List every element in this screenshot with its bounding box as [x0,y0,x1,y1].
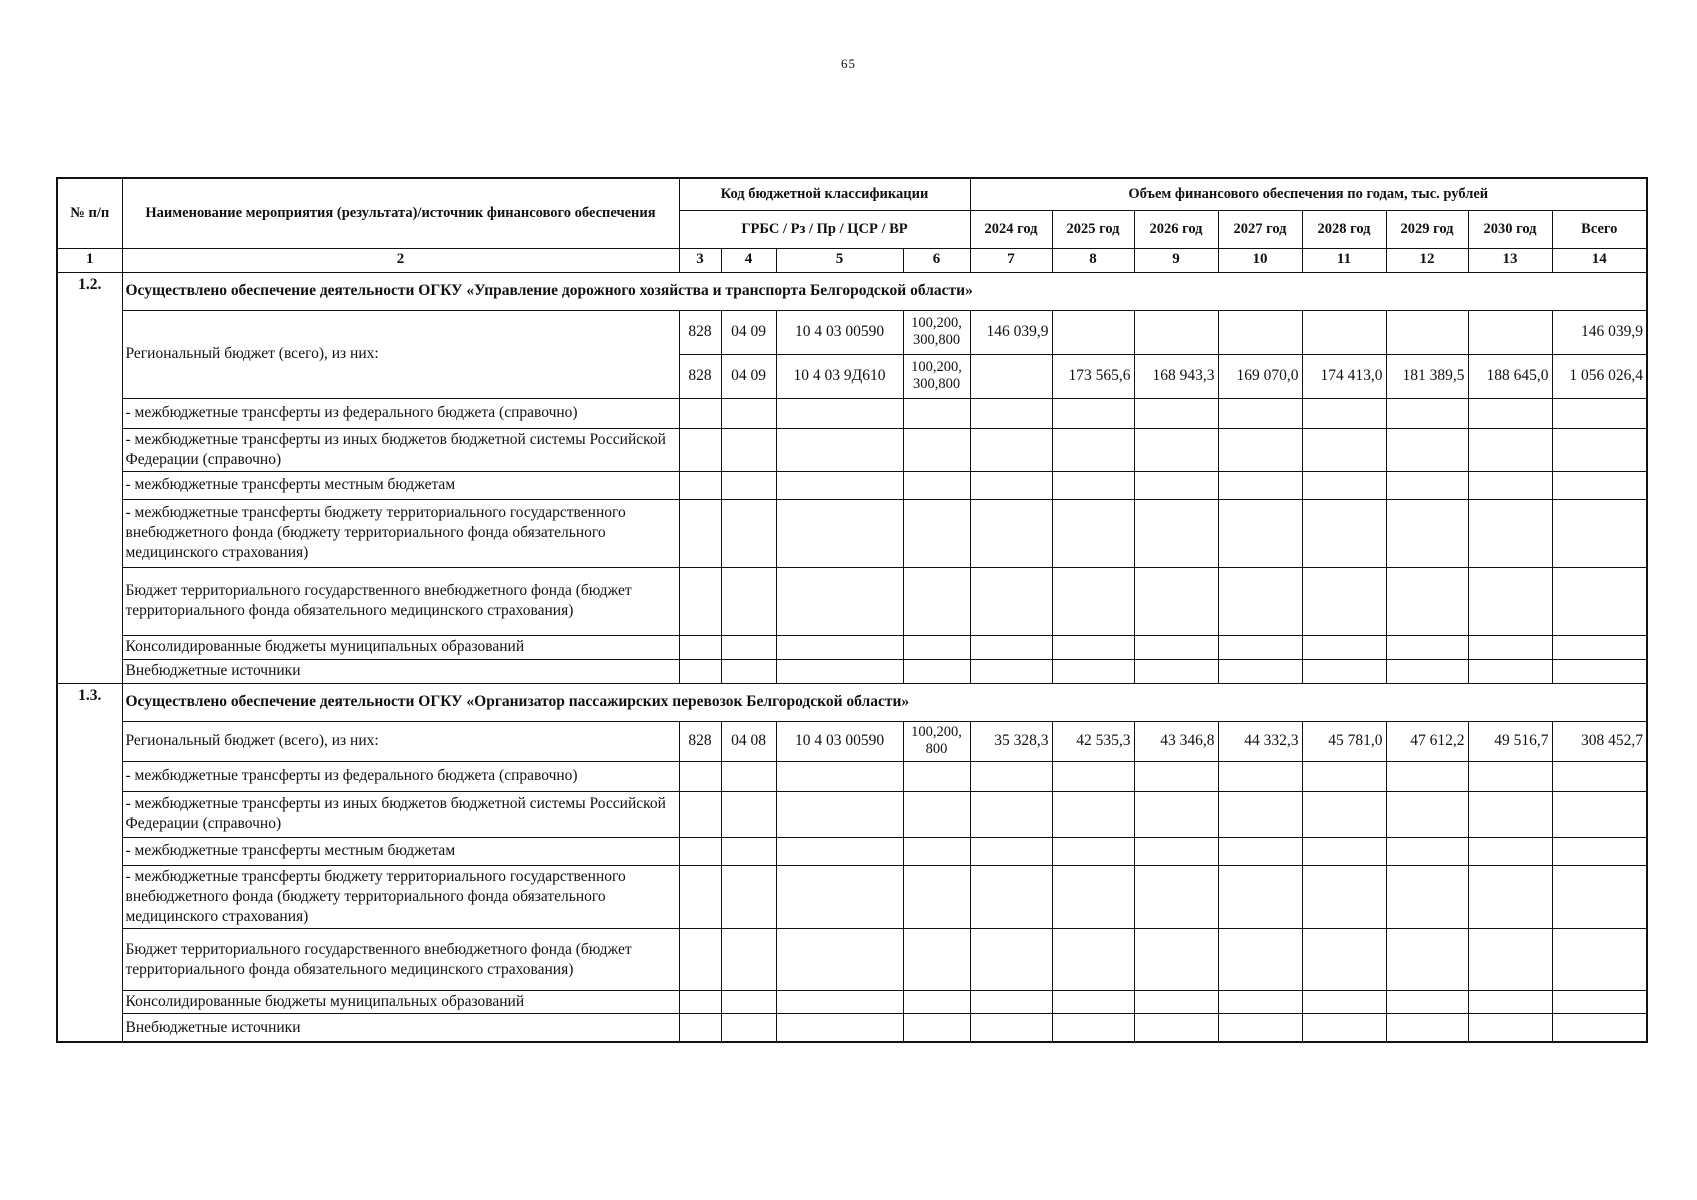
empty-cell [1052,567,1134,635]
value-cell [1468,310,1552,354]
empty-cell [1134,635,1218,659]
empty-cell [1302,499,1386,567]
empty-cell [721,567,776,635]
vr-cell: 100,200, 300,800 [903,354,970,398]
rzpr-cell: 04 08 [721,721,776,761]
table-row [57,310,1647,354]
empty-cell [970,1014,1052,1042]
empty-cell [1134,991,1218,1014]
column-number: 4 [721,248,776,272]
table-body [57,272,1647,1042]
source-label: - межбюджетные трансферты из федерального бюджета (справочно) [122,761,679,791]
value-cell [1134,310,1218,354]
empty-cell [679,398,721,428]
empty-cell [1134,761,1218,791]
empty-cell [679,659,721,683]
empty-cell [1302,761,1386,791]
empty-cell [1386,865,1468,928]
value-cell: 168 943,3 [1134,354,1218,398]
empty-cell [1134,791,1218,837]
value-cell: 49 516,7 [1468,721,1552,761]
empty-cell [1218,398,1302,428]
total-header: Всего [1552,210,1647,248]
empty-cell [1218,635,1302,659]
table-row [57,659,1647,683]
year-header: 2030 год [1468,210,1552,248]
value-cell: 181 389,5 [1386,354,1468,398]
section-title-row [57,683,1647,721]
column-number: 5 [776,248,903,272]
empty-cell [1386,791,1468,837]
empty-cell [1302,791,1386,837]
value-cell: 173 565,6 [1052,354,1134,398]
empty-cell [1218,428,1302,471]
empty-cell [1218,567,1302,635]
empty-cell [1302,929,1386,991]
csr-cell: 10 4 03 00590 [776,721,903,761]
empty-cell [1468,567,1552,635]
section-title: Осуществлено обеспечение деятельности ОГКУ «Управление дорожного хозяйства и транспорта Белгородской области» [122,272,1647,310]
value-cell: 42 535,3 [1052,721,1134,761]
empty-cell [721,761,776,791]
empty-cell [1218,837,1302,865]
value-cell: 188 645,0 [1468,354,1552,398]
empty-cell [679,791,721,837]
empty-cell [721,659,776,683]
empty-cell [776,991,903,1014]
value-cell [970,354,1052,398]
empty-cell [970,428,1052,471]
empty-cell [1218,659,1302,683]
source-label: - межбюджетные трансферты из иных бюджетов бюджетной системы Российской Федерации (справочно) [122,791,679,837]
empty-cell [1134,1014,1218,1042]
empty-cell [970,991,1052,1014]
rzpr-cell: 04 09 [721,310,776,354]
empty-cell [970,635,1052,659]
empty-cell [1468,635,1552,659]
empty-cell [1302,1014,1386,1042]
empty-cell [679,837,721,865]
empty-cell [1552,499,1647,567]
vr-cell: 100,200, 300,800 [903,310,970,354]
empty-cell [721,1014,776,1042]
source-label: Консолидированные бюджеты муниципальных образований [122,635,679,659]
empty-cell [1468,659,1552,683]
table-row [57,471,1647,499]
column-number: 11 [1302,248,1386,272]
column-number: 6 [903,248,970,272]
empty-cell [970,865,1052,928]
value-cell: 174 413,0 [1302,354,1386,398]
empty-cell [970,761,1052,791]
empty-cell [1302,567,1386,635]
empty-cell [970,567,1052,635]
source-label: - межбюджетные трансферты местным бюджетам [122,837,679,865]
year-header: 2025 год [1052,210,1134,248]
empty-cell [970,499,1052,567]
total-cell: 308 452,7 [1552,721,1647,761]
value-cell: 43 346,8 [1134,721,1218,761]
empty-cell [903,471,970,499]
col-name-header: Наименование мероприятия (результата)/источник финансового обеспечения [122,178,679,248]
column-number: 3 [679,248,721,272]
empty-cell [1386,929,1468,991]
regional-budget-label: Региональный бюджет (всего), из них: [122,721,679,761]
value-cell: 146 039,9 [970,310,1052,354]
empty-cell [1218,791,1302,837]
empty-cell [1302,398,1386,428]
empty-cell [903,635,970,659]
source-label: Бюджет территориального государственного внебюджетного фонда (бюджет территориального фонда обязательного медицинского страхования) [122,567,679,635]
empty-cell [970,471,1052,499]
empty-cell [721,499,776,567]
empty-cell [1302,471,1386,499]
empty-cell [679,865,721,928]
table-row [57,1014,1647,1042]
grbs-cell: 828 [679,310,721,354]
empty-cell [1052,635,1134,659]
empty-cell [1134,865,1218,928]
empty-cell [776,865,903,928]
table-row [57,499,1647,567]
table-row [57,761,1647,791]
csr-cell: 10 4 03 00590 [776,310,903,354]
empty-cell [1218,1014,1302,1042]
empty-cell [1052,837,1134,865]
empty-cell [1052,659,1134,683]
empty-cell [721,471,776,499]
empty-cell [776,635,903,659]
empty-cell [970,929,1052,991]
empty-cell [970,398,1052,428]
empty-cell [1052,929,1134,991]
source-label: Консолидированные бюджеты муниципальных образований [122,991,679,1014]
section-title-row [57,272,1647,310]
column-number: 9 [1134,248,1218,272]
empty-cell [1552,635,1647,659]
empty-cell [1302,865,1386,928]
empty-cell [1218,499,1302,567]
volume-header: Объем финансового обеспечения по годам, тыс. рублей [970,178,1647,210]
value-cell [1386,310,1468,354]
table-row [57,929,1647,991]
empty-cell [721,837,776,865]
source-label: - межбюджетные трансферты из федерального бюджета (справочно) [122,398,679,428]
empty-cell [1134,567,1218,635]
empty-cell [903,499,970,567]
empty-cell [1052,499,1134,567]
empty-cell [1386,837,1468,865]
source-label: Внебюджетные источники [122,659,679,683]
column-number: 1 [57,248,122,272]
empty-cell [1052,791,1134,837]
empty-cell [679,471,721,499]
empty-cell [776,837,903,865]
source-label: - межбюджетные трансферты бюджету территориального государственного внебюджетного фонда (бюджету территориального фонда обязательного медицинского страхования) [122,499,679,567]
empty-cell [1386,991,1468,1014]
empty-cell [903,1014,970,1042]
column-number: 10 [1218,248,1302,272]
empty-cell [1552,471,1647,499]
empty-cell [1386,398,1468,428]
table-row [57,721,1647,761]
empty-cell [776,398,903,428]
financing-table [56,177,1648,1043]
empty-cell [776,499,903,567]
empty-cell [1218,991,1302,1014]
empty-cell [970,837,1052,865]
empty-cell [1052,761,1134,791]
budget-code-subheader: ГРБС / Рз / Пр / ЦСР / ВР [679,210,970,248]
table-row [57,865,1647,928]
empty-cell [903,428,970,471]
table-row [57,635,1647,659]
empty-cell [1386,1014,1468,1042]
empty-cell [776,428,903,471]
empty-cell [1052,1014,1134,1042]
value-cell: 35 328,3 [970,721,1052,761]
empty-cell [1134,398,1218,428]
empty-cell [679,635,721,659]
empty-cell [903,398,970,428]
source-label: Бюджет территориального государственного внебюджетного фонда (бюджет территориального фонда обязательного медицинского страхования) [122,929,679,991]
empty-cell [1302,837,1386,865]
table-row [57,991,1647,1014]
source-label: - межбюджетные трансферты местным бюджетам [122,471,679,499]
budget-code-header: Код бюджетной классификации [679,178,970,210]
empty-cell [721,929,776,991]
empty-cell [1552,791,1647,837]
empty-cell [903,791,970,837]
empty-cell [1052,991,1134,1014]
empty-cell [776,761,903,791]
empty-cell [721,428,776,471]
value-cell: 45 781,0 [1302,721,1386,761]
col-no-header: № п/п [57,178,122,248]
section-number: 1.3. [57,683,122,1042]
regional-budget-label: Региональный бюджет (всего), из них: [122,310,679,398]
empty-cell [903,865,970,928]
year-header: 2024 год [970,210,1052,248]
empty-cell [903,837,970,865]
empty-cell [776,929,903,991]
empty-cell [1468,761,1552,791]
value-cell: 44 332,3 [1218,721,1302,761]
empty-cell [1552,428,1647,471]
empty-cell [1302,428,1386,471]
empty-cell [1386,499,1468,567]
empty-cell [1386,471,1468,499]
empty-cell [1218,929,1302,991]
empty-cell [1386,635,1468,659]
empty-cell [721,865,776,928]
empty-cell [1386,567,1468,635]
column-number-row [57,248,1647,272]
section-number: 1.2. [57,272,122,683]
value-cell [1052,310,1134,354]
empty-cell [721,991,776,1014]
empty-cell [1134,659,1218,683]
empty-cell [1302,635,1386,659]
empty-cell [1218,761,1302,791]
grbs-cell: 828 [679,354,721,398]
source-label: - межбюджетные трансферты из иных бюджетов бюджетной системы Российской Федерации (справочно) [122,428,679,471]
empty-cell [679,761,721,791]
empty-cell [1386,761,1468,791]
empty-cell [776,791,903,837]
empty-cell [1552,929,1647,991]
empty-cell [1552,991,1647,1014]
table-row [57,837,1647,865]
empty-cell [1468,837,1552,865]
empty-cell [1134,929,1218,991]
empty-cell [679,499,721,567]
empty-cell [1552,837,1647,865]
rzpr-cell: 04 09 [721,354,776,398]
year-header: 2029 год [1386,210,1468,248]
table-row [57,791,1647,837]
empty-cell [1468,865,1552,928]
value-cell [1302,310,1386,354]
empty-cell [903,991,970,1014]
empty-cell [1468,398,1552,428]
column-number: 2 [122,248,679,272]
empty-cell [1552,659,1647,683]
page-number: 65 [841,56,856,71]
empty-cell [1552,761,1647,791]
empty-cell [1052,428,1134,471]
empty-cell [1302,659,1386,683]
empty-cell [1552,865,1647,928]
value-cell: 47 612,2 [1386,721,1468,761]
empty-cell [776,659,903,683]
empty-cell [1468,499,1552,567]
empty-cell [679,929,721,991]
value-cell [1218,310,1302,354]
empty-cell [903,761,970,791]
empty-cell [776,471,903,499]
column-number: 7 [970,248,1052,272]
empty-cell [970,791,1052,837]
empty-cell [1552,1014,1647,1042]
empty-cell [679,991,721,1014]
table-row [57,567,1647,635]
empty-cell [776,1014,903,1042]
empty-cell [1468,791,1552,837]
empty-cell [1386,428,1468,471]
empty-cell [970,659,1052,683]
empty-cell [1552,567,1647,635]
empty-cell [1468,1014,1552,1042]
year-header: 2027 год [1218,210,1302,248]
empty-cell [1552,398,1647,428]
empty-cell [1134,837,1218,865]
empty-cell [1386,659,1468,683]
column-number: 13 [1468,248,1552,272]
empty-cell [1052,398,1134,428]
empty-cell [721,791,776,837]
empty-cell [776,567,903,635]
empty-cell [1134,499,1218,567]
section-title: Осуществлено обеспечение деятельности ОГКУ «Организатор пассажирских перевозок Белгородской области» [122,683,1647,721]
empty-cell [1052,471,1134,499]
csr-cell: 10 4 03 9Д610 [776,354,903,398]
empty-cell [679,1014,721,1042]
empty-cell [1218,865,1302,928]
total-cell: 146 039,9 [1552,310,1647,354]
empty-cell [903,659,970,683]
source-label: - межбюджетные трансферты бюджету территориального государственного внебюджетного фонда (бюджету территориального фонда обязательного медицинского страхования) [122,865,679,928]
empty-cell [903,567,970,635]
empty-cell [1134,428,1218,471]
empty-cell [1302,991,1386,1014]
grbs-cell: 828 [679,721,721,761]
total-cell: 1 056 026,4 [1552,354,1647,398]
value-cell: 169 070,0 [1218,354,1302,398]
empty-cell [1052,865,1134,928]
empty-cell [903,929,970,991]
empty-cell [721,635,776,659]
column-number: 14 [1552,248,1647,272]
column-number: 12 [1386,248,1468,272]
empty-cell [1468,991,1552,1014]
vr-cell: 100,200, 800 [903,721,970,761]
empty-cell [721,398,776,428]
empty-cell [679,567,721,635]
empty-cell [1218,471,1302,499]
empty-cell [1468,929,1552,991]
empty-cell [1134,471,1218,499]
table-row [57,428,1647,471]
empty-cell [679,428,721,471]
column-number: 8 [1052,248,1134,272]
empty-cell [1468,471,1552,499]
table-row [57,398,1647,428]
empty-cell [1468,428,1552,471]
table-header [57,178,1647,272]
source-label: Внебюджетные источники [122,1014,679,1042]
year-header: 2028 год [1302,210,1386,248]
year-header: 2026 год [1134,210,1218,248]
